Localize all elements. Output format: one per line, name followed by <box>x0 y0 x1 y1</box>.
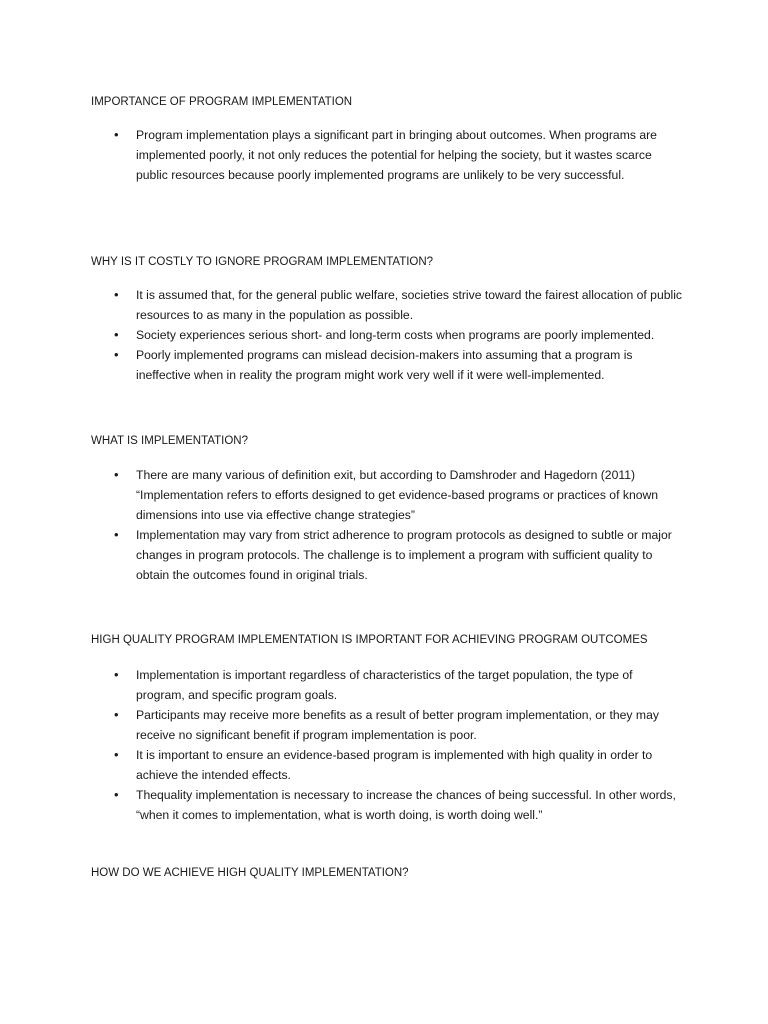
section-heading-importance: IMPORTANCE OF PROGRAM IMPLEMENTATION <box>91 96 353 108</box>
bullet-item <box>0 525 768 585</box>
bullet-text: Implementation may vary from strict adherence to program protocols as designed to subtle or major changes in program protocols. The challenge is to implement a program with sufficient quality to obtain the outcomes found in original trials. <box>136 528 672 582</box>
bullet-text: Thequality implementation is necessary to increase the chances of being successful. In other words, “when it comes to implementation, what is worth doing, is worth doing well.” <box>136 788 676 822</box>
bullet-icon: • <box>114 707 119 722</box>
bullet-text: Poorly implemented programs can mislead decision-makers into assuming that a program is ineffective when in reality the program might work very well if it were well-implemented. <box>136 348 633 382</box>
bullet-item <box>0 285 768 325</box>
bullet-list-what-is <box>0 465 768 585</box>
bullet-list-importance <box>0 125 768 185</box>
bullet-text: Society experiences serious short- and long-term costs when programs are poorly implemented. <box>136 328 655 342</box>
bullet-icon: • <box>114 747 119 762</box>
bullet-icon: • <box>114 787 119 802</box>
bullet-text: There are many various of definition exit, but according to Damshroder and Hagedorn (2011) “Implementation refers to efforts designed to get evidence-based programs or practices of known dimensions into use via effective change strategies” <box>136 468 659 522</box>
bullet-text: Program implementation plays a significant part in bringing about outcomes. When programs are implemented poorly, it not only reduces the potential for helping the society, but it wastes scarce public resources because poorly implemented programs are unlikely to be very successful. <box>136 128 657 182</box>
bullet-icon: • <box>114 667 119 682</box>
section-heading-how-achieve: HOW DO WE ACHIEVE HIGH QUALITY IMPLEMENTATION? <box>91 867 409 879</box>
bullet-icon: • <box>114 347 119 362</box>
bullet-text: Implementation is important regardless of characteristics of the target population, the type of program, and specific program goals. <box>136 668 633 702</box>
bullet-icon: • <box>114 287 119 302</box>
bullet-item <box>0 325 768 345</box>
bullet-item <box>0 665 768 705</box>
section-heading-what-is: WHAT IS IMPLEMENTATION? <box>91 435 248 447</box>
bullet-list-high-quality <box>0 665 768 825</box>
bullet-icon: • <box>114 327 119 342</box>
bullet-item <box>0 465 768 525</box>
bullet-text: Participants may receive more benefits as a result of better program implementation, or they may receive no significant benefit if program implementation is poor. <box>136 708 659 742</box>
bullet-item <box>0 705 768 745</box>
bullet-icon: • <box>114 527 119 542</box>
bullet-icon: • <box>114 467 119 482</box>
section-heading-high-quality: HIGH QUALITY PROGRAM IMPLEMENTATION IS IMPORTANT FOR ACHIEVING PROGRAM OUTCOMES <box>91 634 648 646</box>
bullet-list-costly <box>0 285 768 385</box>
bullet-text: It is assumed that, for the general public welfare, societies strive toward the fairest allocation of public resources to as many in the population as possible. <box>136 288 683 322</box>
bullet-item <box>0 745 768 785</box>
bullet-item <box>0 345 768 385</box>
bullet-item <box>0 125 768 185</box>
bullet-item <box>0 785 768 825</box>
bullet-text: It is important to ensure an evidence-based program is implemented with high quality in order to achieve the intended effects. <box>136 748 653 782</box>
section-heading-costly: WHY IS IT COSTLY TO IGNORE PROGRAM IMPLEMENTATION? <box>91 256 434 268</box>
bullet-icon: • <box>114 127 119 142</box>
